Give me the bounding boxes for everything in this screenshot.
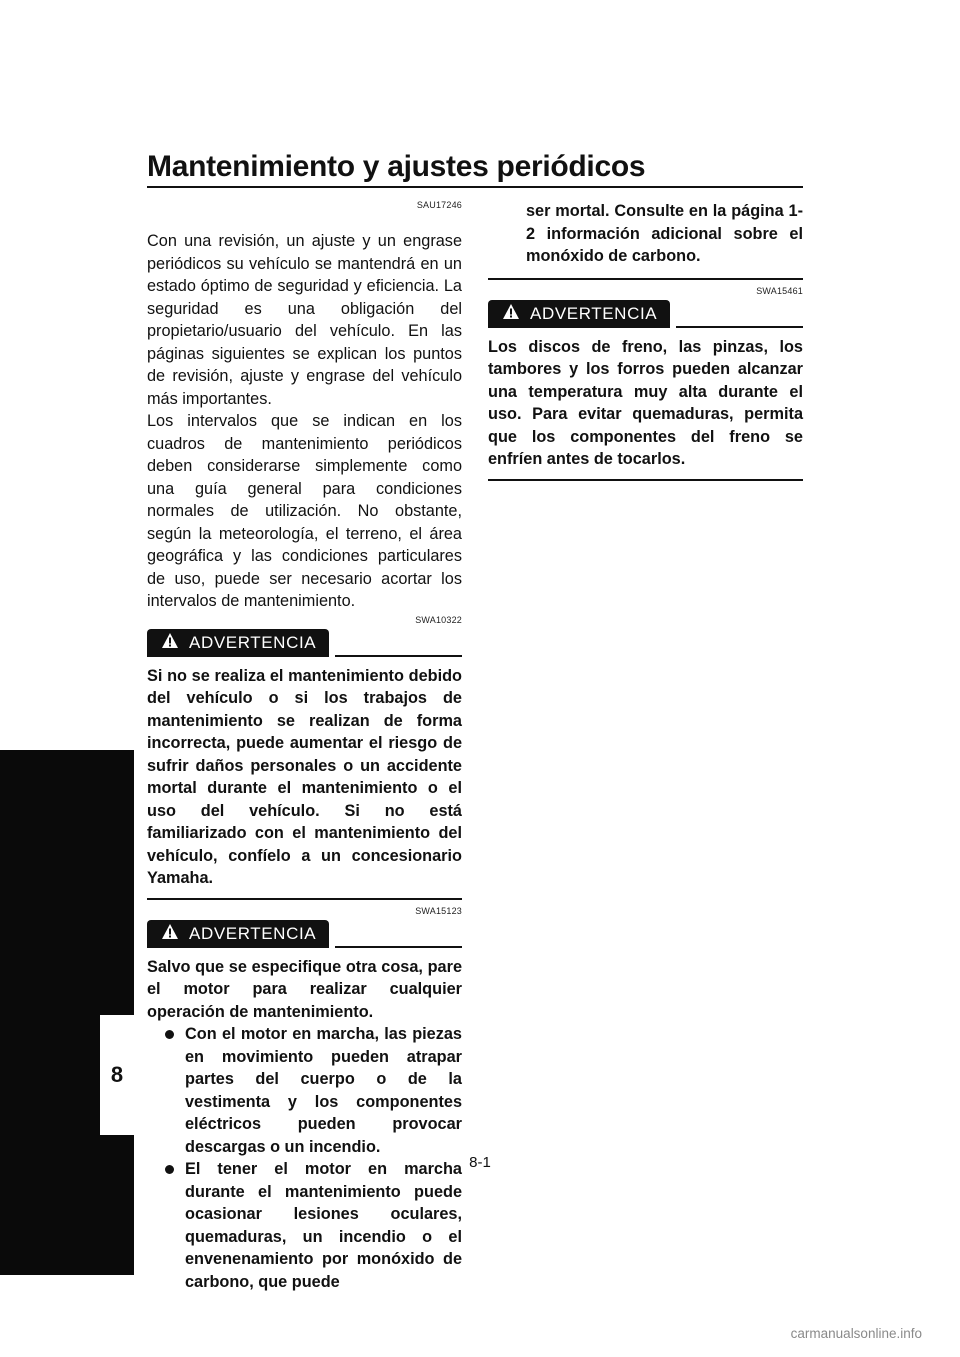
warning-header	[488, 298, 803, 328]
warning-badge	[488, 300, 670, 328]
list-item-continuation: ser mortal. Consulte en la página 1-2 información adicional sobre el monóxido de carbono.	[526, 202, 803, 265]
title-rule	[147, 186, 803, 188]
watermark: carmanualsonline.info	[790, 1326, 922, 1341]
warning-triangle-icon	[161, 632, 179, 654]
section-code: SAU17246	[416, 200, 462, 210]
page-title: Mantenimiento y ajustes periódicos	[147, 150, 646, 183]
warning-code: SWA10322	[415, 614, 462, 625]
warning-header-rule	[335, 946, 462, 948]
chapter-number: 8	[100, 1015, 134, 1135]
warning-text: Si no se realiza el mantenimiento debido del vehículo o si los trabajos de mantenimiento se realizan de forma incorrecta, puede aumentar el riesgo de sufrir daños personales o un accidente mortal durante el mantenimiento o el uso del vehículo. Si no está familiarizado con el mantenimiento del vehículo, confíelo a un concesionario Yamaha.	[147, 666, 462, 887]
warning-code: SWA15461	[756, 285, 803, 296]
warning-text: Los discos de freno, las pinzas, los tambores y los forros pueden alcanzar una temperatura muy alta durante el uso. Para evitar quemaduras, permita que los componentes del freno se enfríen antes de tocarlos.	[488, 337, 803, 468]
list-item: El tener el motor en marcha durante el mantenimiento puede ocasionar lesiones oculares, quemaduras, un incendio o el envenenamiento por monóxido de carbono, que puede	[165, 1158, 462, 1293]
warning-triangle-icon	[502, 303, 520, 325]
warning-triangle-icon	[161, 923, 179, 945]
warning-header-rule	[676, 326, 803, 328]
warning-header	[147, 627, 462, 657]
continuation-list	[488, 200, 803, 268]
warning-header-rule	[335, 655, 462, 657]
intro-paragraph: Con una revisión, un ajuste y un engrase periódicos su vehículo se mantendrá en un estado óptimo de seguridad y eficiencia. La seguridad es una obligación del propietario/usuario del vehículo. En las páginas siguientes se explican los puntos de revisión, ajuste y engrase del vehículo más importantes.	[147, 232, 462, 408]
warning-end-rule	[147, 898, 462, 900]
chapter-tab	[0, 750, 134, 1275]
warning-label: ADVERTENCIA	[189, 923, 317, 943]
warning-label: ADVERTENCIA	[530, 303, 658, 323]
right-column	[488, 200, 803, 481]
warning-header	[147, 918, 462, 948]
warning-label: ADVERTENCIA	[189, 632, 317, 652]
warning-badge	[147, 920, 329, 948]
warning-end-rule	[488, 479, 803, 481]
warning-end-rule	[488, 278, 803, 280]
page-number: 8-1	[469, 1154, 491, 1171]
warning-badge	[147, 629, 329, 657]
warning-text: Salvo que se especifique otra cosa, pare el motor para realizar cualquier operación de mantenimiento.	[147, 957, 462, 1021]
left-column	[147, 200, 462, 1293]
intro-paragraph: Los intervalos que se indican en los cuadros de mantenimiento periódicos deben considerarse simplemente como una guía general para condiciones normales de utilización. No obstante, según la meteorología, el terreno, el área geográfica y las condiciones particulares de uso, puede ser necesario acortar los intervalos de mantenimiento.	[147, 412, 462, 610]
warning-code: SWA15123	[415, 905, 462, 916]
list-item: Con el motor en marcha, las piezas en movimiento pueden atrapar partes del cuerpo o de la vestimenta y los componentes eléctricos pueden provocar descargas o un incendio.	[165, 1023, 462, 1158]
